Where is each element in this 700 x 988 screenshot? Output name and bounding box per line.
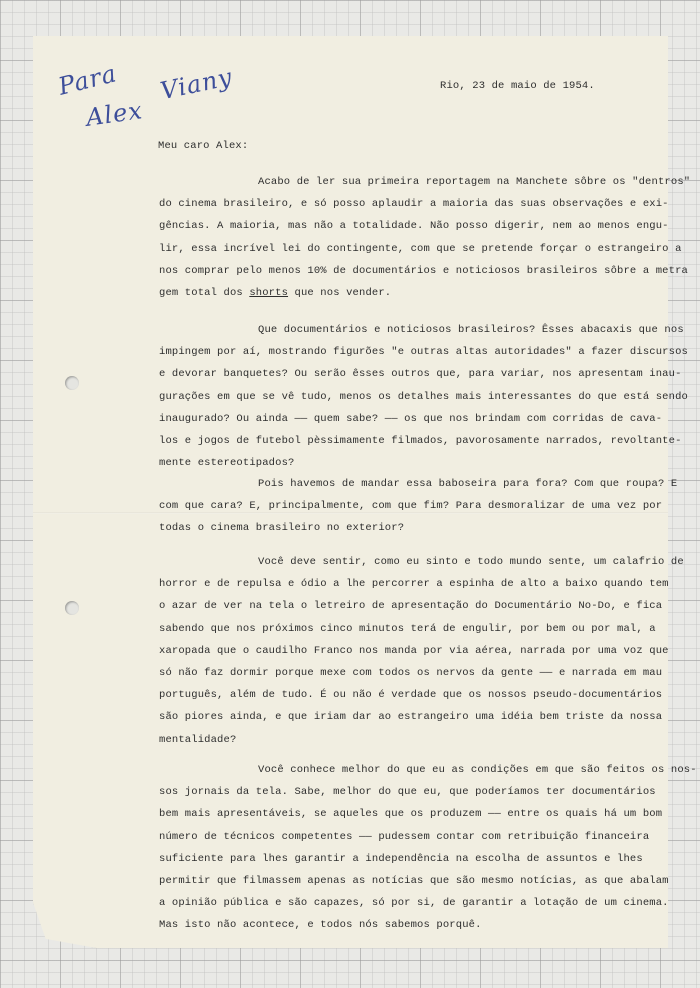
text-segment: gem total dos (159, 287, 250, 299)
salutation: Meu caro Alex: (158, 140, 249, 152)
paragraph-5-line: sos jornais da tela. Sabe, melhor do que eu, que poderíamos ter documentários (159, 786, 656, 799)
paragraph-4-line: mentalidade? (159, 733, 237, 746)
handwritten-alex: Alex (84, 96, 145, 132)
paper-fold (33, 512, 668, 514)
paragraph-2-line: e devorar banquetes? Ou serão êsses outros que, para variar, nos apresentam inau- (159, 368, 682, 381)
paragraph-2-line: inaugurado? Ou ainda —— quem sabe? —— os que nos brindam com corridas de cava- (159, 412, 663, 425)
paragraph-3-line: com que cara? E, principalmente, com que fim? Para desmoralizar de uma vez por (159, 500, 663, 513)
paragraph-4-line: o azar de ver na tela o letreiro de apresentação do Documentário No-Do, e fica (159, 600, 663, 613)
paragraph-2-line: los e jogos de futebol pèssimamente filmados, pavorosamente narrados, revoltante- (159, 435, 682, 447)
paragraph-2-line: impingem por aí, mostrando figurões "e outras altas autoridades" a fazer discursos (159, 346, 688, 359)
paragraph-1-line: nos comprar pelo menos 10% de documentários e noticiosos brasileiros sôbre a metra (159, 264, 688, 277)
paragraph-5-line: Mas isto não acontece, e todos nós sabemos porquê. (159, 919, 482, 932)
paragraph-4-line: sabendo que nos próximos cinco minutos terá de engulir, por bem ou por mal, a (159, 622, 656, 635)
punch-hole-top (65, 376, 79, 390)
date-line: Rio, 23 de maio de 1954. (440, 80, 595, 92)
paragraph-4-line: xaropada que o caudilho Franco nos manda por via aérea, narrada por uma voz que (159, 644, 669, 657)
paragraph-1-line: do cinema brasileiro, e só posso aplaudir a maioria das suas observações e exi- (159, 198, 669, 211)
paragraph-3-line: Pois havemos de mandar essa baboseira para fora? Com que roupa? E (258, 478, 678, 490)
paragraph-1-line: gências. A maioria, mas não a totalidade. Não posso digerir, nem ao menos engu- (159, 220, 669, 233)
paragraph-4-line: horror e de repulsa e ódio a lhe percorrer a espinha de alto a baixo quando tem (159, 578, 669, 591)
paragraph-5-line: bem mais apresentáveis, se aqueles que os produzem —— entre os quais há um bom (159, 808, 663, 821)
paragraph-4-line: português, além de tudo. É ou não é verdade que os nossos pseudo-documentários (159, 689, 663, 702)
handwritten-viany: Viany (157, 62, 236, 106)
paragraph-3-line: todas o cinema brasileiro no exterior? (159, 522, 405, 535)
paragraph-5-line: a opinião pública e são capazes, só por si, de garantir a lotação de um cinema. (159, 897, 669, 910)
paragraph-2-line: gurações em que se vê tudo, menos os detalhes mais interessantes do que está sendo (159, 390, 688, 403)
paragraph-5-line: suficiente para lhes garantir a independência na escolha de assuntos e lhes (159, 852, 643, 865)
paragraph-2-line: Que documentários e noticiosos brasileiros? Êsses abacaxis que nos (258, 324, 684, 336)
paragraph-2-line: mente estereotipados? (159, 457, 295, 470)
paragraph-5-line: permitir que filmassem apenas as notícias que são mesmo notícias, as que abalam (159, 875, 669, 887)
paragraph-1-line (159, 287, 391, 299)
underlined-word: shorts (249, 287, 289, 299)
paragraph-4-line: Você deve sentir, como eu sinto e todo mundo sente, um calafrio de (258, 556, 684, 568)
paragraph-1-line: Acabo de ler sua primeira reportagem na Manchete sôbre os "dentros" (258, 176, 691, 188)
paragraph-4-line: são piores ainda, e que iriam dar ao estrangeiro uma idéia bem triste da nossa (159, 711, 663, 724)
paragraph-5-line: Você conhece melhor do que eu as condições em que são feitos os nos- (258, 764, 697, 776)
handwritten-para: Para (55, 59, 120, 101)
punch-hole-bottom (65, 601, 79, 615)
text-segment: que nos vender. (288, 287, 392, 299)
paragraph-4-line: só não faz dormir porque mexe com todos os nervos da gente —— e narrada em mau (159, 667, 663, 679)
paragraph-1-line: lir, essa incrível lei do contingente, com que se pretende forçar o estrangeiro a (159, 242, 682, 255)
paragraph-5-line: número de técnicos competentes —— pudessem contar com retribuição financeira (159, 830, 650, 843)
